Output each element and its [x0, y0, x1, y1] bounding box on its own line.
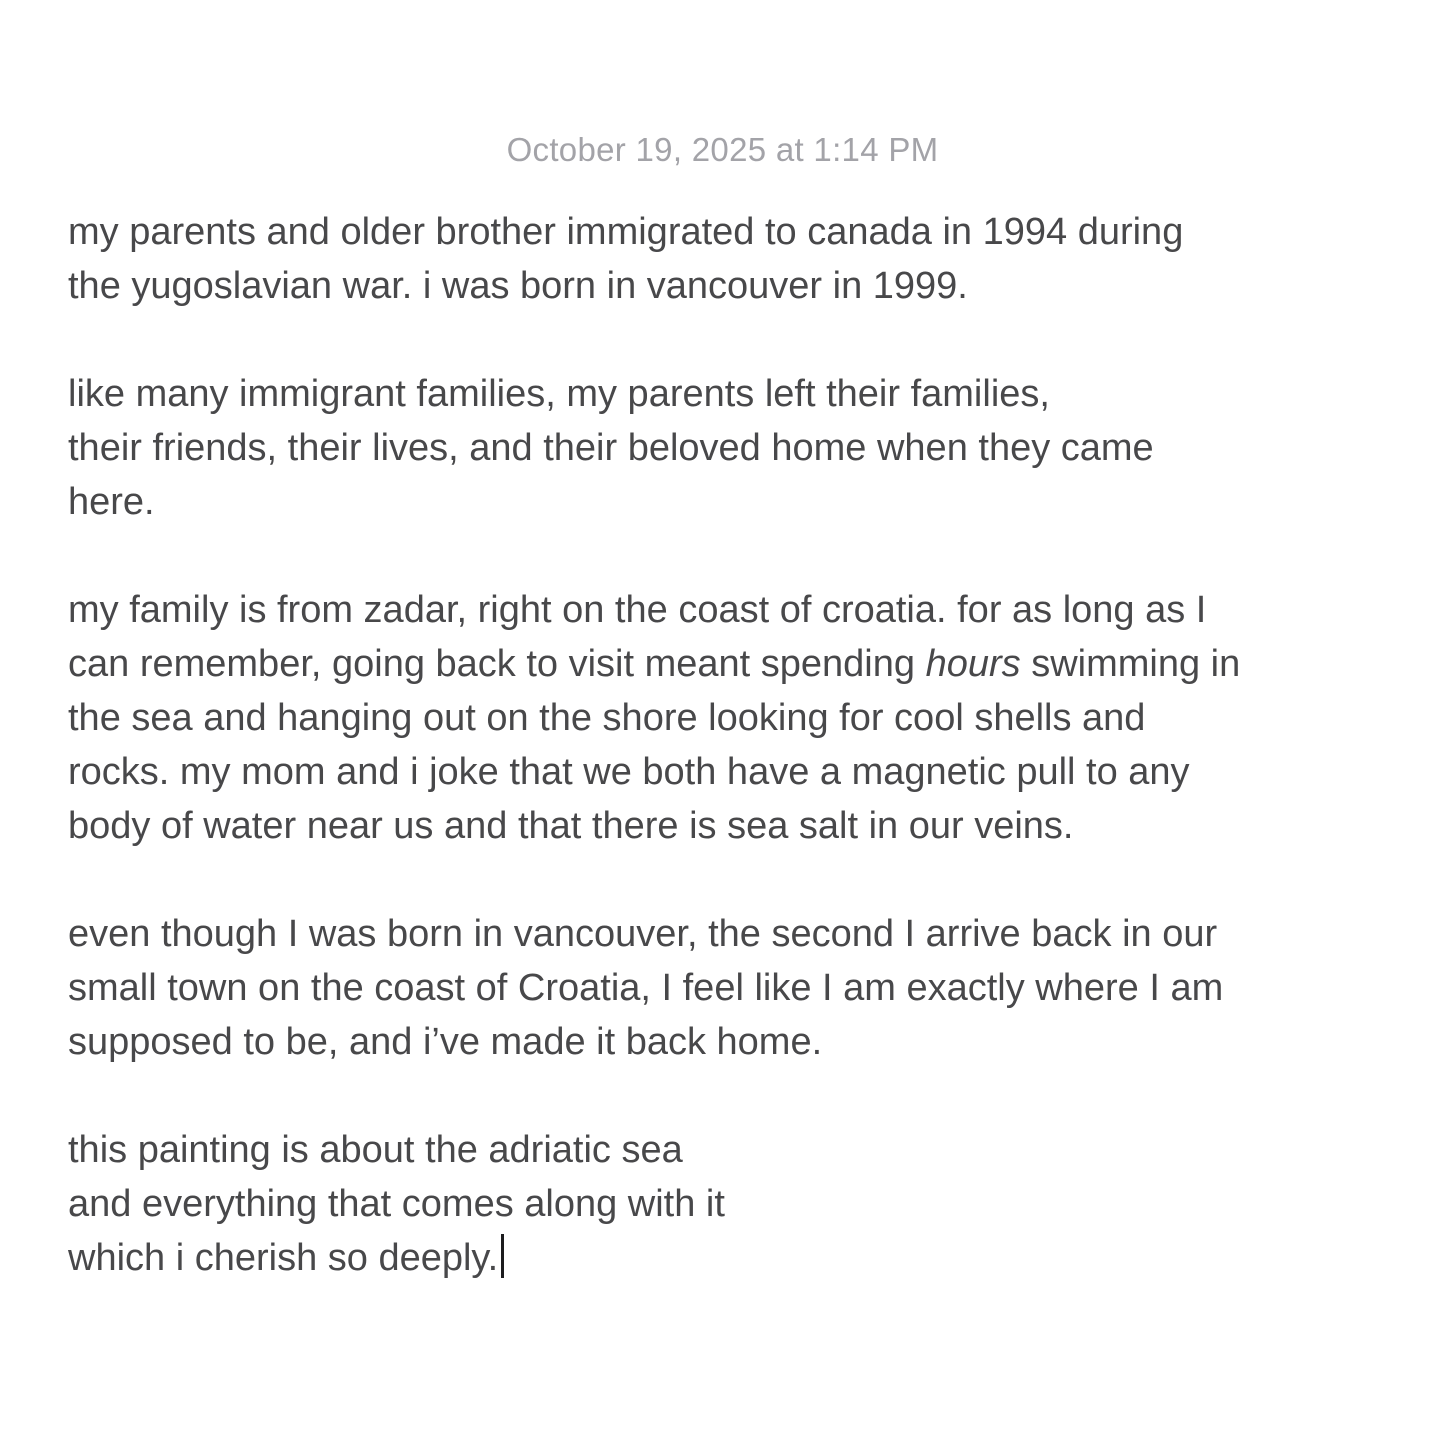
text-line: here. [68, 481, 155, 523]
note-timestamp: October 19, 2025 at 1:14 PM [506, 131, 939, 168]
paragraph [68, 583, 1405, 853]
text-line: and everything that comes along with it [68, 1183, 725, 1225]
text-line: body of water near us and that there is sea salt in our veins. [68, 805, 1074, 847]
text-cursor [501, 1234, 504, 1278]
text-line: even though I was born in vancouver, the second I arrive back in our [68, 913, 1218, 955]
text-segment: which i cherish so deeply. [68, 1237, 499, 1279]
text-line-with-italic [68, 637, 1405, 691]
text-segment: can remember, going back to visit meant spending [68, 643, 926, 685]
text-line: the yugoslavian war. i was born in vancouver in 1999. [68, 265, 968, 307]
text-line: my family is from zadar, right on the coast of croatia. for as long as I [68, 589, 1207, 631]
text-segment: swimming in [1020, 643, 1241, 685]
text-line: rocks. my mom and i joke that we both have a magnetic pull to any [68, 751, 1190, 793]
text-line: supposed to be, and i’ve made it back home. [68, 1021, 823, 1063]
paragraph [68, 907, 1405, 1069]
text-line: their friends, their lives, and their beloved home when they came [68, 427, 1154, 469]
text-line: like many immigrant families, my parents left their families, [68, 373, 1050, 415]
text-line-with-caret [68, 1231, 1405, 1285]
text-line: small town on the coast of Croatia, I feel like I am exactly where I am [68, 967, 1224, 1009]
paragraph [68, 367, 1405, 529]
italic-word: hours [925, 643, 1021, 685]
text-line: my parents and older brother immigrated to canada in 1994 during [68, 211, 1184, 253]
paragraph [68, 1123, 1405, 1285]
note-text-area[interactable] [0, 205, 1445, 1285]
text-line: this painting is about the adriatic sea [68, 1129, 683, 1171]
text-line: the sea and hanging out on the shore looking for cool shells and [68, 697, 1146, 739]
paragraph [68, 205, 1405, 313]
